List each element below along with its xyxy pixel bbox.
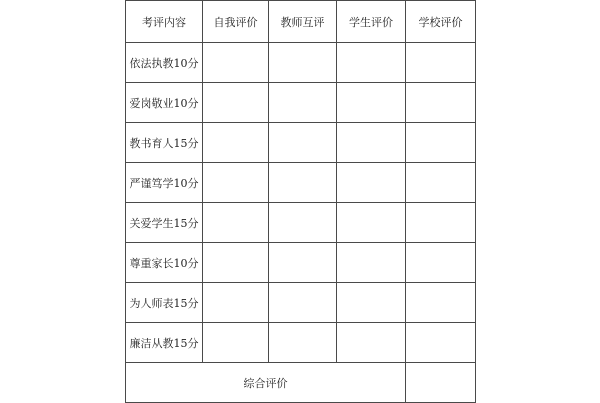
peer-evaluation-cell[interactable] [269, 243, 337, 283]
table-row [126, 283, 476, 323]
self-evaluation-cell[interactable] [203, 43, 269, 83]
item-label: 严谨笃学10分 [126, 163, 203, 203]
item-label: 为人师表15分 [126, 283, 203, 323]
table-row [126, 243, 476, 283]
peer-evaluation-cell[interactable] [269, 323, 337, 363]
school-evaluation-cell[interactable] [406, 43, 476, 83]
table-row [126, 43, 476, 83]
peer-evaluation-cell[interactable] [269, 203, 337, 243]
table-row [126, 163, 476, 203]
header-self-evaluation: 自我评价 [203, 1, 269, 43]
header-school-evaluation: 学校评价 [406, 1, 476, 43]
item-label: 教书育人15分 [126, 123, 203, 163]
student-evaluation-cell[interactable] [337, 83, 406, 123]
school-evaluation-cell[interactable] [406, 123, 476, 163]
item-label: 关爱学生15分 [126, 203, 203, 243]
school-evaluation-cell[interactable] [406, 203, 476, 243]
self-evaluation-cell[interactable] [203, 323, 269, 363]
header-row [126, 1, 476, 43]
item-label: 廉洁从教15分 [126, 323, 203, 363]
student-evaluation-cell[interactable] [337, 203, 406, 243]
peer-evaluation-cell[interactable] [269, 83, 337, 123]
table-row [126, 123, 476, 163]
school-evaluation-cell[interactable] [406, 243, 476, 283]
item-label: 爱岗敬业10分 [126, 83, 203, 123]
self-evaluation-cell[interactable] [203, 283, 269, 323]
header-content: 考评内容 [126, 1, 203, 43]
student-evaluation-cell[interactable] [337, 243, 406, 283]
self-evaluation-cell[interactable] [203, 123, 269, 163]
peer-evaluation-cell[interactable] [269, 163, 337, 203]
peer-evaluation-cell[interactable] [269, 283, 337, 323]
student-evaluation-cell[interactable] [337, 163, 406, 203]
self-evaluation-cell[interactable] [203, 163, 269, 203]
header-peer-evaluation: 教师互评 [269, 1, 337, 43]
school-evaluation-cell[interactable] [406, 163, 476, 203]
summary-value-cell[interactable] [406, 363, 476, 403]
table-row [126, 83, 476, 123]
student-evaluation-cell[interactable] [337, 283, 406, 323]
school-evaluation-cell[interactable] [406, 323, 476, 363]
item-label: 尊重家长10分 [126, 243, 203, 283]
header-student-evaluation: 学生评价 [337, 1, 406, 43]
self-evaluation-cell[interactable] [203, 243, 269, 283]
self-evaluation-cell[interactable] [203, 203, 269, 243]
self-evaluation-cell[interactable] [203, 83, 269, 123]
peer-evaluation-cell[interactable] [269, 43, 337, 83]
table-row [126, 203, 476, 243]
evaluation-table [125, 0, 476, 403]
item-label: 依法执教10分 [126, 43, 203, 83]
student-evaluation-cell[interactable] [337, 123, 406, 163]
school-evaluation-cell[interactable] [406, 83, 476, 123]
school-evaluation-cell[interactable] [406, 283, 476, 323]
summary-label: 综合评价 [126, 363, 406, 403]
peer-evaluation-cell[interactable] [269, 123, 337, 163]
student-evaluation-cell[interactable] [337, 323, 406, 363]
table-row [126, 323, 476, 363]
student-evaluation-cell[interactable] [337, 43, 406, 83]
summary-row [126, 363, 476, 403]
